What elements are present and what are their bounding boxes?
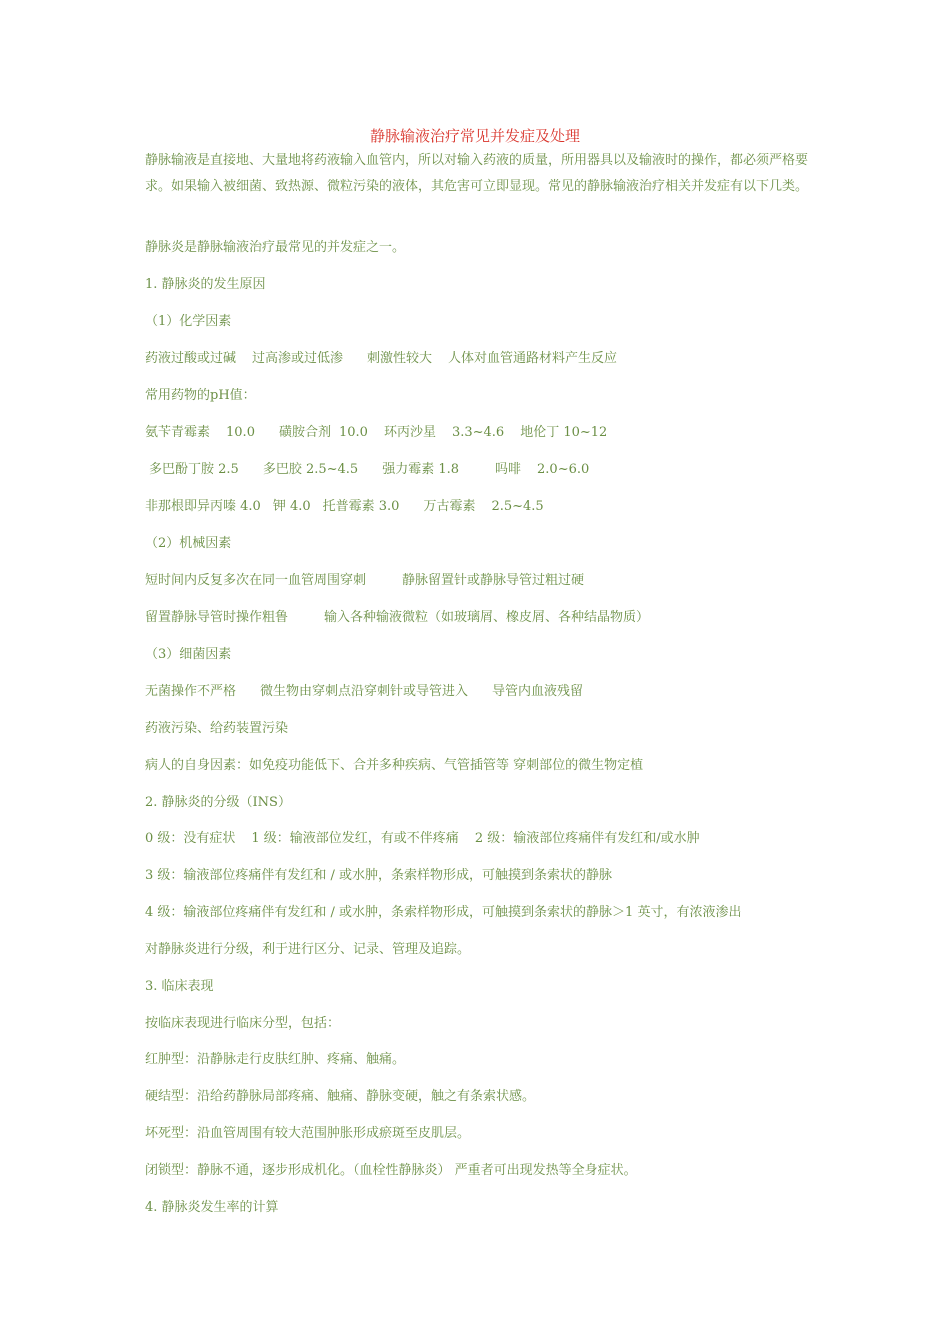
factor-item: 导管内血液残留 (492, 684, 584, 699)
bacterial-factors-heading: （3）细菌因素 (145, 647, 232, 662)
grading-row-3: 3 级：输液部位疼痛伴有发红和 / 或水肿，条索样物形成，可触摸到条索状的静脉 (145, 868, 613, 883)
drug-name: 吗啡 (495, 462, 522, 477)
mechanical-row-2 (145, 608, 825, 628)
drug-name: 磺胺合剂 (278, 425, 331, 440)
grade-item: 2 级：输液部位疼痛伴有发红和/或水肿 (474, 831, 700, 846)
factor-item: 药液过酸或过碱 (145, 351, 237, 366)
ph-row-1 (145, 423, 825, 443)
drug-entry: 强力霉素 1.8 (382, 462, 459, 477)
ph-value: 10.0 (338, 425, 368, 440)
factor-item: 留置静脉导管时操作粗鲁 (145, 610, 289, 625)
clinical-type-induration: 硬结型：沿给药静脉局部疼痛、触痛、静脉变硬，触之有条索状感。 (145, 1089, 536, 1104)
drug-name: 万古霉素 (423, 499, 476, 514)
bacterial-row-1 (145, 682, 825, 702)
mechanical-row-1 (145, 571, 825, 591)
grade-item: 0 级：没有症状 (145, 831, 236, 846)
chemical-factors-heading: （1）化学因素 (145, 314, 232, 329)
factor-item: 过高渗或过低渗 (252, 351, 344, 366)
drug-entry: 地伦丁 10~12 (520, 425, 608, 440)
factor-item: 微生物由穿刺点沿穿刺针或导管进入 (260, 684, 469, 699)
factor-item: 静脉留置针或静脉导管过粗过硬 (402, 573, 585, 588)
intro-paragraph: 静脉输液是直接地、大量地将药液输入血管内，所以对输入药液的质量，所用器具以及输液时的操作，都必须严格要求。如果输入被细菌、致热源、微粒污染的液体，其危害可立即显现。常见的静脉输液治疗相关并发症有以下几类。 (145, 153, 809, 194)
ph-value: 2.0~6.0 (537, 462, 590, 477)
clinical-type-red-swelling: 红肿型：沿静脉走行皮肤红肿、疼痛、触痛。 (145, 1052, 406, 1067)
ph-row-3 (145, 497, 825, 517)
grading-row-1 (145, 829, 825, 849)
clinical-intro: 按临床表现进行临床分型，包括： (145, 1016, 341, 1031)
section-1-heading: 1. 静脉炎的发生原因 (145, 277, 266, 292)
drug-entry: 多巴酚丁胺 2.5 (149, 462, 239, 477)
section-2-heading: 2. 静脉炎的分级（INS） (145, 795, 291, 810)
drug-entry: 多巴胶 2.5~4.5 (262, 462, 359, 477)
section-4-heading: 4. 静脉炎发生率的计算 (145, 1200, 279, 1215)
ph-value: 2.5~4.5 (491, 499, 544, 514)
factor-item: 无菌操作不严格 (145, 684, 237, 699)
drug-entry: 托普霉素 3.0 (322, 499, 400, 514)
ph-value: 10.0 (226, 425, 255, 440)
factor-item: 刺激性较大 (367, 351, 433, 366)
ph-value: 3.3~4.6 (451, 425, 505, 440)
ph-row-2 (145, 460, 825, 480)
bacterial-row-3: 病人的自身因素：如免疫功能低下、合并多种疾病、气管插管等 穿刺部位的微生物定植 (145, 758, 644, 773)
factor-item: 输入各种输液微粒（如玻璃屑、橡皮屑、各种结晶物质） (324, 610, 650, 625)
document-title: 静脉输液治疗常见并发症及处理 (369, 127, 580, 145)
mechanical-factors-heading: （2）机械因素 (145, 536, 232, 551)
clinical-type-necrosis: 坏死型：沿血管周围有较大范围肿胀形成瘀斑至皮肌层。 (145, 1126, 471, 1141)
grading-note: 对静脉炎进行分级，利于进行区分、记录、管理及追踪。 (145, 942, 471, 957)
grade-item: 1 级：输液部位发红，有或不伴疼痛 (251, 831, 459, 846)
bacterial-row-2: 药液污染、给药装置污染 (145, 721, 289, 736)
factor-item: 短时间内反复多次在同一血管周围穿刺 (145, 573, 367, 588)
drug-name: 氨苄青霉素 (145, 425, 211, 440)
drug-name: 环丙沙星 (383, 425, 436, 440)
grading-row-4: 4 级：输液部位疼痛伴有发红和 / 或水肿，条索样物形成，可触摸到条索状的静脉＞1 英寸，有浓液渗出 (145, 905, 742, 920)
factor-item: 人体对血管通路材料产生反应 (448, 351, 618, 366)
drug-entry: 钾 4.0 (272, 499, 311, 514)
section-3-heading: 3. 临床表现 (145, 979, 214, 994)
phlebitis-statement: 静脉炎是静脉输液治疗最常见的并发症之一。 (145, 240, 406, 255)
ph-heading: 常用药物的pH值： (145, 388, 256, 403)
clinical-type-occlusion: 闭锁型：静脉不通，逐步形成机化。（血栓性静脉炎） 严重者可出现发热等全身症状。 (145, 1163, 637, 1178)
drug-entry: 非那根即异丙嗪 4.0 (145, 499, 261, 514)
chemical-factors-list (145, 349, 825, 369)
